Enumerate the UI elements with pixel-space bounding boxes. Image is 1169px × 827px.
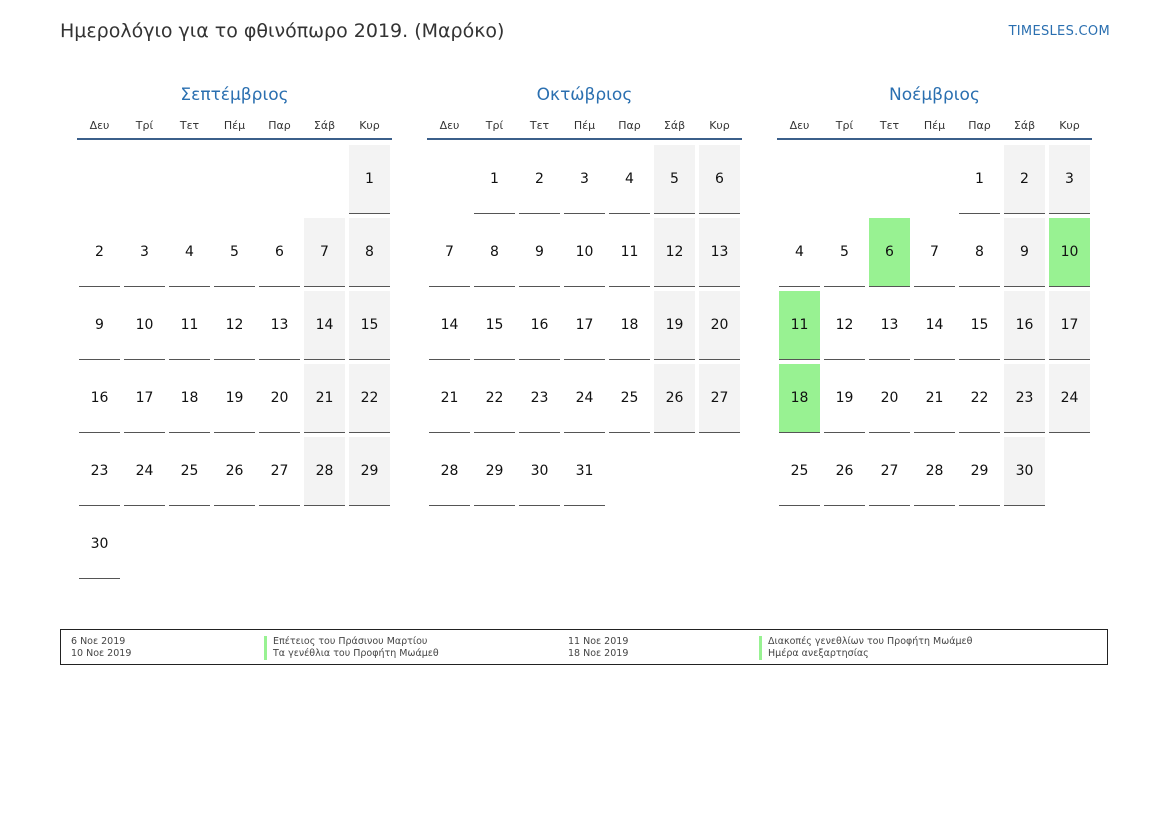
day-cell: 16 [519, 291, 560, 360]
day-cell: 23 [519, 364, 560, 433]
weekday-label: Κυρ [1059, 118, 1080, 132]
day-cell: 11 [169, 291, 210, 360]
day-cell: 9 [1004, 218, 1045, 287]
day-cell: 25 [609, 364, 650, 433]
month-name: Οκτώβριος [536, 85, 633, 105]
weekday-label: Σάβ [313, 118, 336, 132]
legend-holiday-name: Ημέρα ανεξαρτησίας [768, 648, 869, 659]
day-cell: 4 [609, 145, 650, 214]
day-cell: 30 [519, 437, 560, 506]
day-cell: 3 [124, 218, 165, 287]
day-cell: 22 [474, 364, 515, 433]
day-cell: 2 [79, 218, 120, 287]
weeks-grid [427, 145, 742, 510]
day-cell: 7 [914, 218, 955, 287]
day-cell: 4 [169, 218, 210, 287]
legend-dates-left [71, 636, 131, 660]
weeks-grid [777, 145, 1092, 510]
day-cell: 15 [474, 291, 515, 360]
day-cell: 1 [349, 145, 390, 214]
weeks-grid [77, 145, 392, 583]
legend-date: 6 Νοε 2019 [71, 636, 126, 647]
day-cell: 14 [429, 291, 470, 360]
day-cell: 2 [519, 145, 560, 214]
day-cell: 12 [214, 291, 255, 360]
day-cell: 23 [1004, 364, 1045, 433]
empty-day-cell [699, 437, 740, 505]
week-row [777, 145, 1092, 218]
empty-day-cell [124, 510, 165, 578]
day-cell: 1 [474, 145, 515, 214]
legend-holiday-name: Διακοπές γενεθλίων του Προφήτη Μωάμεθ [768, 636, 973, 647]
day-cell: 17 [124, 364, 165, 433]
day-cell: 18 [169, 364, 210, 433]
day-cell: 27 [699, 364, 740, 433]
day-cell: 30 [79, 510, 120, 579]
legend-date: 10 Νοε 2019 [71, 648, 132, 659]
empty-day-cell [824, 145, 865, 213]
week-row [777, 364, 1092, 437]
day-cell: 15 [349, 291, 390, 360]
week-row [77, 364, 392, 437]
day-cell: 7 [429, 218, 470, 287]
day-cell: 12 [824, 291, 865, 360]
day-cell: 11 [609, 218, 650, 287]
day-cell: 9 [519, 218, 560, 287]
day-cell: 21 [429, 364, 470, 433]
day-cell: 21 [914, 364, 955, 433]
empty-day-cell [429, 145, 470, 213]
weekday-label: Δευ [439, 118, 460, 132]
empty-day-cell [1049, 437, 1090, 505]
day-cell: 5 [824, 218, 865, 287]
week-row [777, 291, 1092, 364]
empty-day-cell [779, 145, 820, 213]
week-row [427, 145, 742, 218]
day-cell: 27 [869, 437, 910, 506]
legend-dates-right [568, 636, 628, 660]
week-row [427, 364, 742, 437]
day-cell: 5 [654, 145, 695, 214]
day-cell: 12 [654, 218, 695, 287]
weekday-label: Τρί [135, 118, 154, 132]
day-cell: 20 [259, 364, 300, 433]
empty-day-cell [609, 437, 650, 505]
holiday-legend [60, 629, 1108, 665]
empty-day-cell [349, 510, 390, 578]
month-calendar [427, 84, 742, 510]
week-row [427, 437, 742, 510]
day-cell: 17 [564, 291, 605, 360]
day-cell: 15 [959, 291, 1000, 360]
day-cell: 19 [654, 291, 695, 360]
day-cell: 29 [349, 437, 390, 506]
day-cell: 28 [304, 437, 345, 506]
weekday-label: Τετ [529, 118, 550, 132]
weekday-label: Σάβ [1013, 118, 1036, 132]
day-cell: 6 [699, 145, 740, 214]
week-row [77, 145, 392, 218]
day-cell: 8 [959, 218, 1000, 287]
week-row [77, 437, 392, 510]
empty-day-cell [654, 437, 695, 505]
day-cell: 1 [959, 145, 1000, 214]
day-cell: 26 [824, 437, 865, 506]
day-cell: 7 [304, 218, 345, 287]
day-cell: 8 [474, 218, 515, 287]
weekday-header [77, 115, 392, 140]
day-cell: 13 [259, 291, 300, 360]
week-row [777, 218, 1092, 291]
day-cell: 20 [869, 364, 910, 433]
day-cell: 24 [124, 437, 165, 506]
empty-day-cell [79, 145, 120, 213]
weekday-label: Κυρ [359, 118, 380, 132]
holiday-day-cell: 10 [1049, 218, 1090, 287]
holiday-day-cell: 11 [779, 291, 820, 360]
day-cell: 31 [564, 437, 605, 506]
holiday-day-cell: 18 [779, 364, 820, 433]
week-row [427, 218, 742, 291]
legend-holiday-name: Επέτειος του Πράσινου Μαρτίου [273, 636, 428, 647]
empty-day-cell [914, 145, 955, 213]
weekday-label: Παρ [968, 118, 991, 132]
day-cell: 18 [609, 291, 650, 360]
day-cell: 30 [1004, 437, 1045, 506]
day-cell: 17 [1049, 291, 1090, 360]
day-cell: 24 [1049, 364, 1090, 433]
month-calendar [777, 84, 1092, 510]
day-cell: 26 [214, 437, 255, 506]
day-cell: 3 [1049, 145, 1090, 214]
day-cell: 2 [1004, 145, 1045, 214]
empty-day-cell [304, 510, 345, 578]
weekday-label: Πέμ [223, 118, 246, 132]
weekday-header [777, 115, 1092, 140]
weekday-header [427, 115, 742, 140]
day-cell: 14 [914, 291, 955, 360]
day-cell: 22 [349, 364, 390, 433]
month-name: Νοέμβριος [889, 85, 980, 105]
empty-day-cell [259, 145, 300, 213]
day-cell: 19 [824, 364, 865, 433]
weekday-label: Πέμ [573, 118, 596, 132]
holiday-day-cell: 6 [869, 218, 910, 287]
day-cell: 19 [214, 364, 255, 433]
legend-holiday-name: Τα γενέθλια του Προφήτη Μωάμεθ [273, 648, 439, 659]
day-cell: 10 [564, 218, 605, 287]
day-cell: 28 [429, 437, 470, 506]
day-cell: 13 [869, 291, 910, 360]
day-cell: 4 [779, 218, 820, 287]
day-cell: 13 [699, 218, 740, 287]
empty-day-cell [259, 510, 300, 578]
day-cell: 6 [259, 218, 300, 287]
weekday-label: Δευ [89, 118, 110, 132]
week-row [777, 437, 1092, 510]
empty-day-cell [304, 145, 345, 213]
day-cell: 26 [654, 364, 695, 433]
day-cell: 29 [959, 437, 1000, 506]
day-cell: 20 [699, 291, 740, 360]
legend-names-left [264, 636, 439, 660]
weekday-label: Σάβ [663, 118, 686, 132]
day-cell: 16 [79, 364, 120, 433]
empty-day-cell [869, 145, 910, 213]
legend-date: 18 Νοε 2019 [568, 648, 629, 659]
day-cell: 28 [914, 437, 955, 506]
day-cell: 14 [304, 291, 345, 360]
empty-day-cell [169, 145, 210, 213]
week-row [77, 510, 392, 583]
day-cell: 25 [779, 437, 820, 506]
day-cell: 25 [169, 437, 210, 506]
day-cell: 21 [304, 364, 345, 433]
day-cell: 9 [79, 291, 120, 360]
day-cell: 16 [1004, 291, 1045, 360]
empty-day-cell [124, 145, 165, 213]
day-cell: 10 [124, 291, 165, 360]
weekday-label: Τετ [179, 118, 200, 132]
day-cell: 3 [564, 145, 605, 214]
week-row [77, 218, 392, 291]
day-cell: 23 [79, 437, 120, 506]
month-name: Σεπτέμβριος [180, 85, 289, 105]
day-cell: 27 [259, 437, 300, 506]
month-calendar [77, 84, 392, 583]
weekday-label: Πέμ [923, 118, 946, 132]
weekday-label: Τρί [485, 118, 504, 132]
weekday-label: Τετ [879, 118, 900, 132]
weekday-label: Παρ [268, 118, 291, 132]
legend-names-right [759, 636, 972, 660]
empty-day-cell [214, 510, 255, 578]
weekday-label: Κυρ [709, 118, 730, 132]
day-cell: 24 [564, 364, 605, 433]
weekday-label: Παρ [618, 118, 641, 132]
site-brand-link[interactable]: TIMESLES.COM [1008, 24, 1110, 39]
week-row [77, 291, 392, 364]
day-cell: 29 [474, 437, 515, 506]
weekday-label: Δευ [789, 118, 810, 132]
weekday-label: Τρί [835, 118, 854, 132]
day-cell: 22 [959, 364, 1000, 433]
day-cell: 5 [214, 218, 255, 287]
page-title: Ημερολόγιο για το φθινόπωρο 2019. (Μαρόκο) [60, 20, 505, 42]
empty-day-cell [214, 145, 255, 213]
day-cell: 8 [349, 218, 390, 287]
empty-day-cell [169, 510, 210, 578]
legend-date: 11 Νοε 2019 [568, 636, 629, 647]
week-row [427, 291, 742, 364]
